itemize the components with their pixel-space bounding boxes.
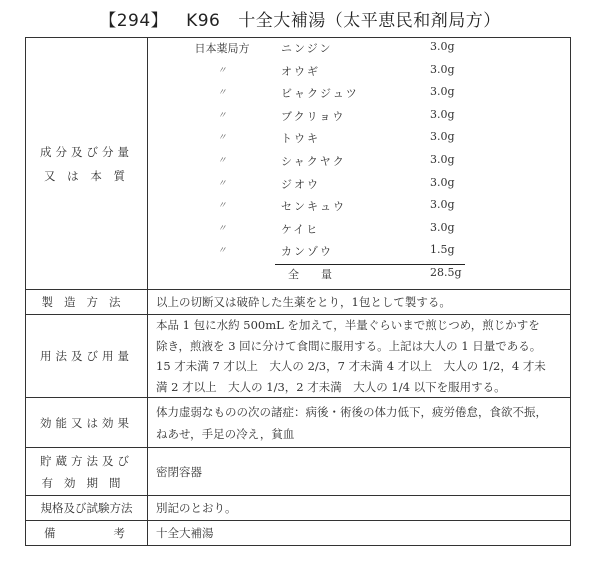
ingredient-name: センキュウ: [281, 200, 346, 214]
ingredient-name: ジオウ: [281, 177, 320, 191]
sum-divider: [275, 264, 465, 265]
usage-row: [26, 315, 571, 398]
ingredient-name: ケイヒ: [281, 222, 320, 236]
specs-row: [26, 496, 571, 521]
usage-line: 満 2 才以上 大人の 1/3，2 才未満 大人の 1/4 以下を服用する。: [156, 379, 506, 394]
remarks-text: 十全大補湯: [148, 521, 571, 546]
remarks-label-right: 考: [113, 526, 125, 540]
ditto-mark: 〃: [217, 201, 227, 212]
efficacy-line: ねあせ，手足の冷え，貧血: [156, 426, 295, 441]
manufacturing-row: [26, 290, 571, 315]
remarks-label-left: 備: [44, 526, 56, 540]
ingredient-amount: 3.0g: [430, 107, 455, 121]
ingredient-row: [148, 130, 572, 153]
ingredient-amount: 3.0g: [430, 220, 455, 234]
usage-line: 15 才未満 7 才以上 大人の 2/3，7 才未満 4 才以上 大人の 1/2，4 才未: [156, 359, 546, 373]
storage-row: [26, 448, 571, 496]
ingredient-amount: 3.0g: [430, 175, 455, 189]
ingredient-name: ニンジン: [281, 42, 333, 55]
document-title: [0, 6, 600, 31]
ingredient-name: ビャクジュツ: [281, 87, 359, 101]
ditto-mark: 〃: [217, 65, 227, 76]
manufacturing-text: 以上の切断又は破砕した生薬をとり，1包として製する。: [148, 290, 571, 315]
monograph-number: 【294】: [99, 11, 169, 31]
ditto-mark: 〃: [217, 246, 227, 257]
ditto-mark: 〃: [217, 88, 227, 99]
ingredient-row: [148, 176, 572, 199]
ditto-mark: 〃: [217, 110, 227, 121]
ingredient-source: 日本薬局方: [194, 42, 250, 55]
usage-line: 本品 1 包に水約 500mL を加えて，半量ぐらいまで煎じつめ，煎じかすを: [156, 318, 540, 332]
usage-label: 用法及び用量: [26, 315, 148, 398]
storage-label: [26, 448, 148, 496]
kampo-code: K96: [186, 11, 221, 31]
efficacy-line: 体力虚弱なものの次の諸症：病後・術後の体力低下，疲労倦怠，食欲不振，: [156, 404, 547, 419]
ditto-mark: 〃: [217, 223, 227, 234]
manufacturing-label: 製造方法: [26, 290, 148, 315]
ingredient-row: [148, 221, 572, 244]
monograph-table: [25, 37, 571, 546]
ingredient-row: [148, 198, 572, 221]
storage-text: 密閉容器: [148, 448, 571, 496]
remarks-label: [26, 521, 148, 546]
ingredient-row: [148, 40, 572, 63]
ingredient-amount: 3.0g: [430, 153, 455, 166]
ingredients-row: [26, 38, 571, 290]
efficacy-row: [26, 398, 571, 448]
ditto-mark: 〃: [217, 178, 227, 189]
ingredient-row: [148, 63, 572, 86]
ingredient-amount: 3.0g: [430, 85, 455, 99]
ingredient-name: ブクリョウ: [281, 109, 346, 123]
ditto-mark: 〃: [217, 133, 227, 144]
ingredient-row: [148, 85, 572, 108]
efficacy-label: 効能又は効果: [26, 398, 148, 448]
ingredient-name: カンゾウ: [281, 245, 333, 259]
remarks-row: [26, 521, 571, 546]
ingredient-amount: 3.0g: [430, 62, 455, 76]
storage-label-line2: 有効期間: [41, 475, 132, 490]
specs-text: 別記のとおり。: [148, 496, 571, 521]
total-label: 全量: [288, 268, 354, 281]
specs-label: 規格及び試験方法: [26, 496, 148, 521]
efficacy-content: [148, 398, 571, 448]
ingredient-amount: 3.0g: [430, 198, 455, 212]
ingredient-name: トウキ: [281, 132, 320, 146]
ingredient-row: [148, 153, 572, 176]
storage-label-line1: 貯蔵方法及び: [40, 453, 133, 468]
formula-name: 十全大補湯（太平恵民和剤局方）: [238, 11, 501, 31]
ingredients-content: [148, 38, 571, 290]
total-row: [148, 266, 572, 289]
ditto-mark: 〃: [217, 156, 227, 166]
ingredient-amount: 3.0g: [430, 40, 455, 53]
ingredients-label-line1: 成分及び分量: [40, 144, 133, 159]
ingredient-name: オウギ: [281, 64, 320, 78]
usage-line: 除き，煎液を 3 回に分けて食間に服用する。上記は大人の 1 日量である。: [156, 338, 542, 353]
usage-content: [148, 315, 571, 398]
ingredient-amount: 3.0g: [430, 130, 455, 144]
total-amount: 28.5g: [430, 266, 462, 279]
ingredient-row: [148, 108, 572, 131]
ingredients-label: [26, 38, 148, 290]
ingredient-amount: 1.5g: [430, 243, 455, 257]
ingredient-name: シャクヤク: [281, 155, 346, 168]
ingredients-label-line2: 又 は 本 質: [44, 168, 129, 183]
ingredient-row: [148, 243, 572, 266]
